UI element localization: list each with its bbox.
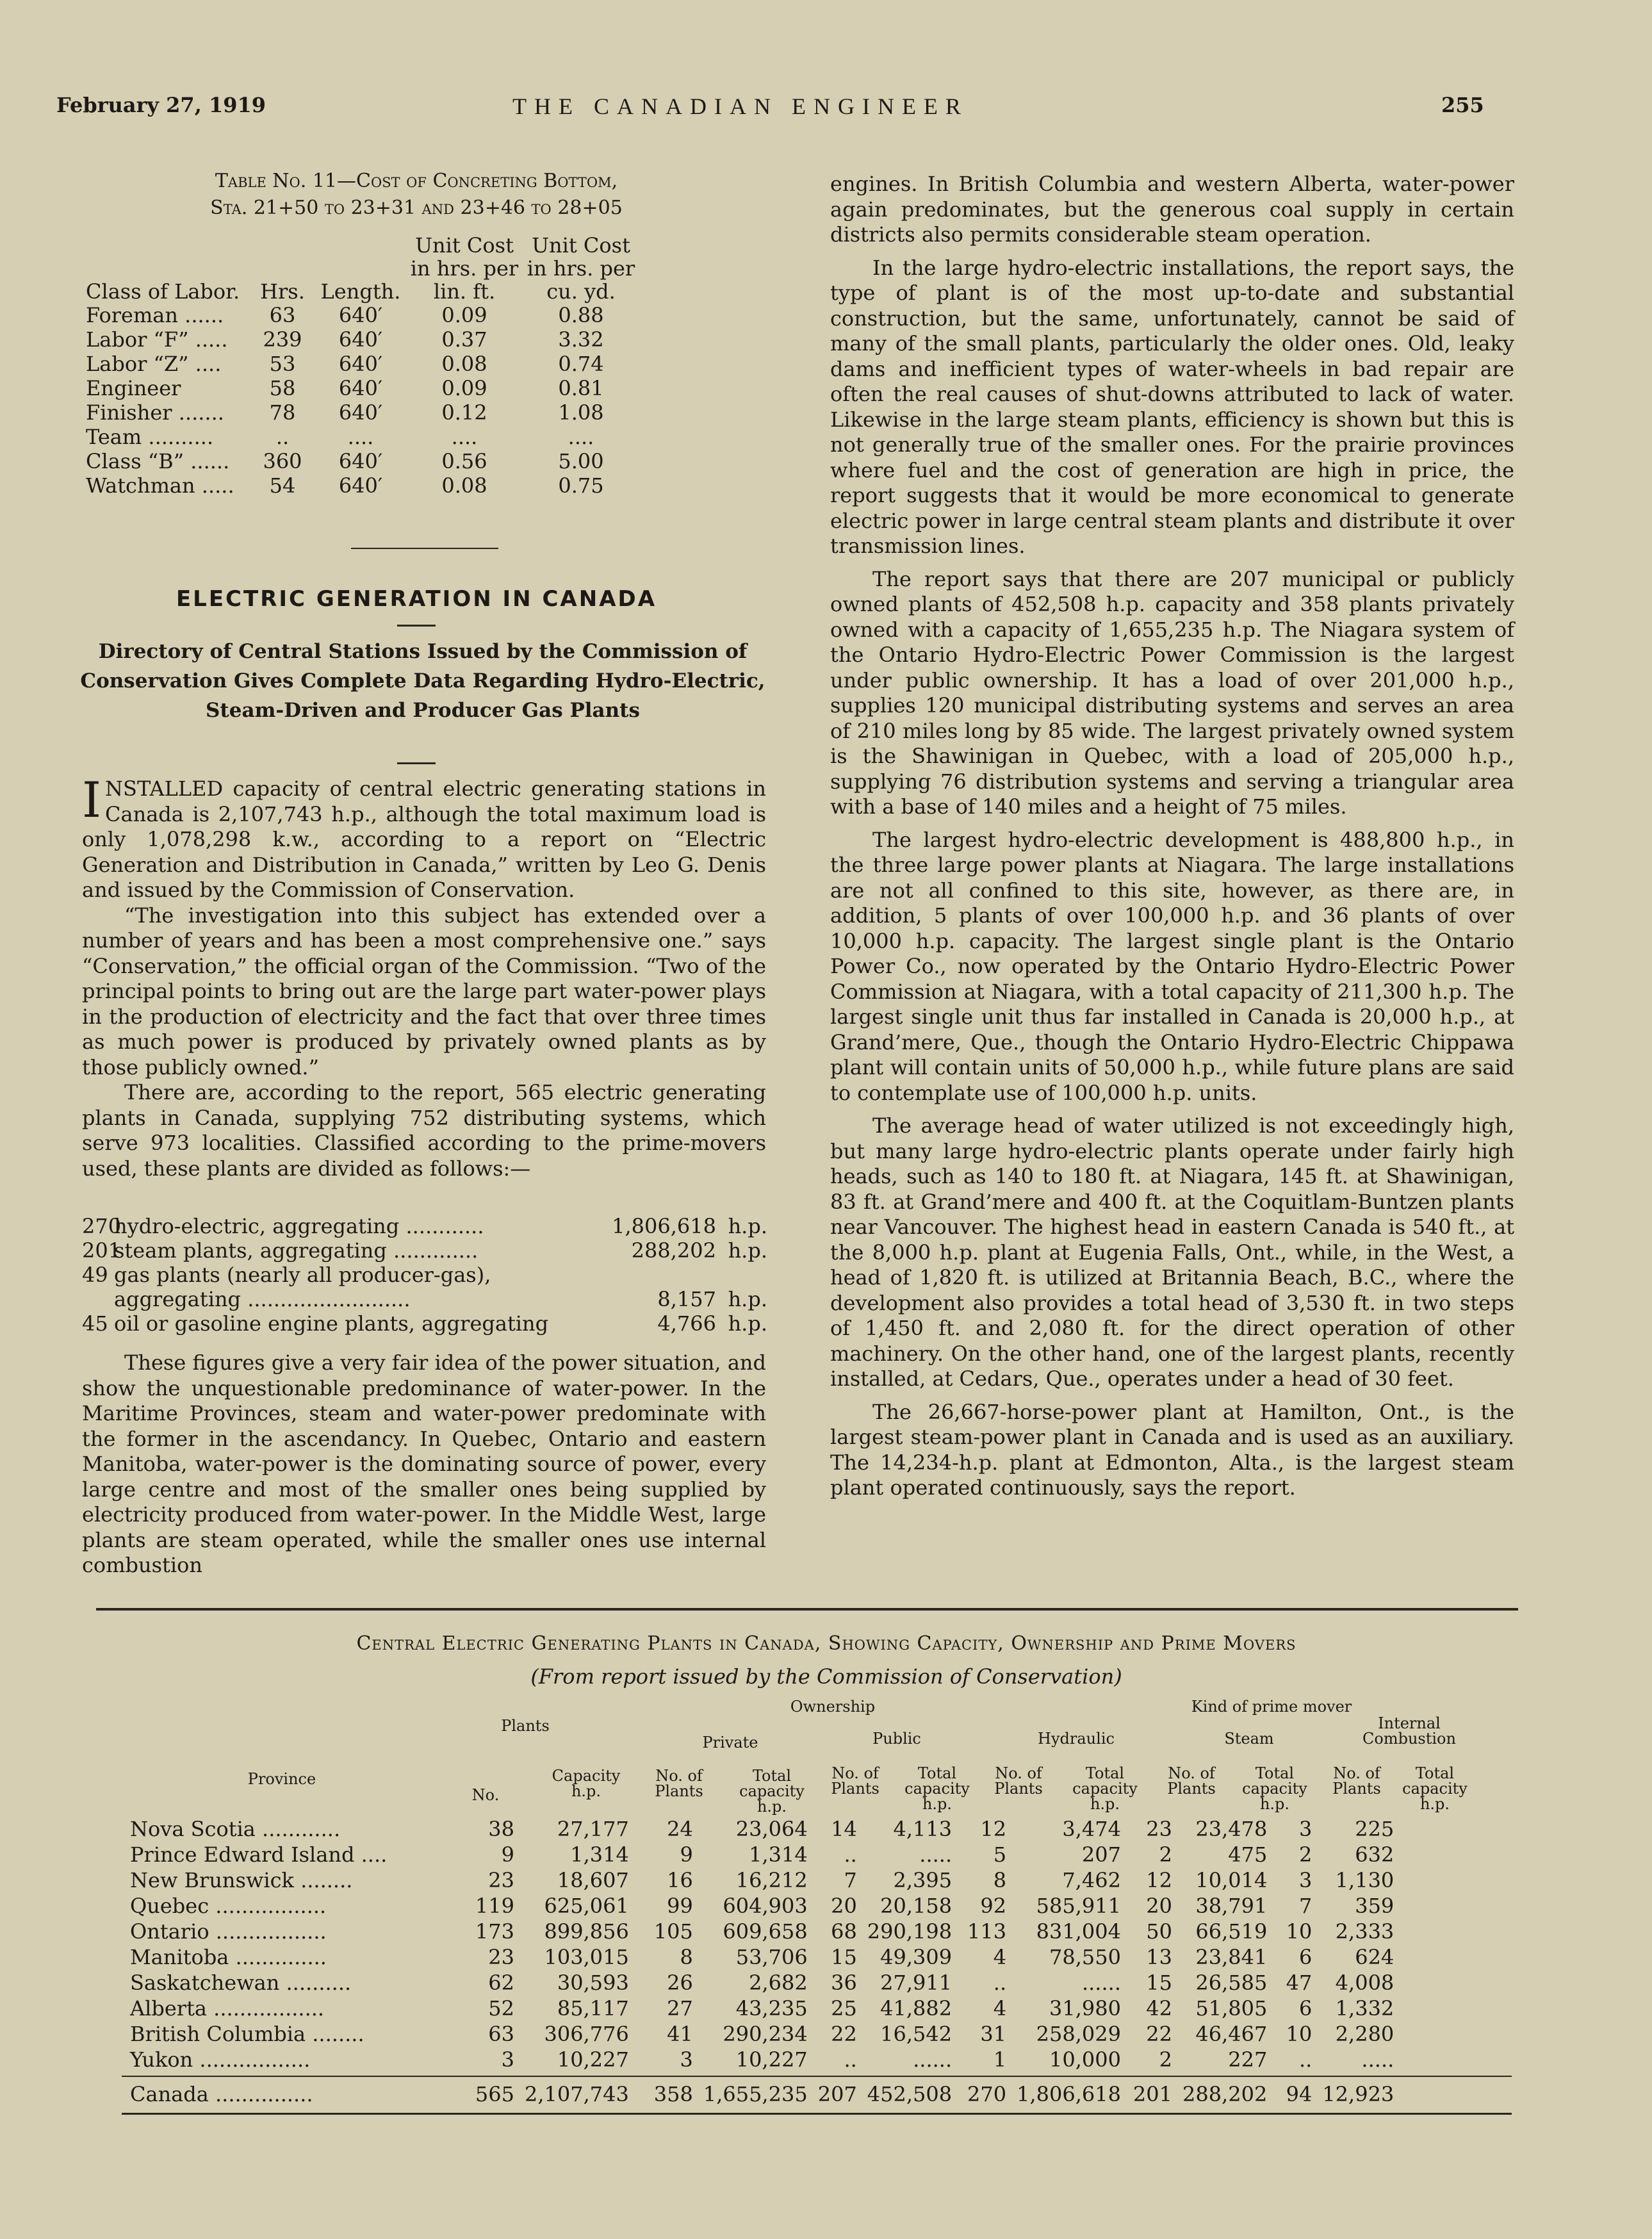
big-table-title: Central Electric Generating Plants in Canada, Showing Capacity, Ownership and Prime Movers [356,1632,1296,1655]
table11-row [82,449,639,473]
table-cell: 1,655,235 [703,2082,808,2106]
table-cell: 9 [501,1842,514,1867]
plant-list-v: 1,806,618 [612,1214,716,1238]
table-cell: 99 [667,1894,693,1918]
province-row [125,1996,1399,2021]
table-cell: 113 [967,1919,1007,1944]
paragraph-r5: The average head of water utilized is not exceedingly high, but many large hydro-electric plants operate under fairly high heads, such as 140 to 180 ft. at Niagara, 145 ft. at Shawinigan, 83 ft. at Grand’mere and 400 ft. at the Coquitlam-Buntzen plants near Vancouver. The highest head in eastern Canada is 540 ft., at the 8,000 h.p. plant at Eugenia Falls, Ont., while, in the West, a head of 1,820 ft. is utilized at Britannia Beach, B.C., where the development also provides a total head of 3,530 ft. in two steps of 1,450 ft. and 2,080 ft. for the direct operation of other machinery. On the other hand, one of the largest plants, recently installed, at Cedars, Que., operates under a head of 30 feet. [830,1113,1514,1391]
table-cell: ..... [919,1842,953,1867]
table11-cell: 640′ [338,400,383,425]
table-cell: 52 [488,1996,514,2021]
table-cell: 207 [817,2082,857,2106]
article-left-column-top [82,771,766,1181]
table-cell: 201 [1133,2082,1172,2106]
plant-list-n: 49 [82,1263,108,1287]
table-cell: .. [993,1971,1007,1995]
plant-list-t: aggregating ......................... [114,1287,411,1311]
h-capacity: Capacity h.p. [552,1767,621,1800]
table-cell: 6 [1298,1996,1313,2021]
table-cell: 585,911 [1036,1894,1121,1918]
table-cell: 15 [1146,1971,1172,1995]
table-cell: 609,658 [723,1919,808,1944]
table-cell: 3 [680,2047,693,2072]
h-noplants-internal: No. of Plants [1332,1764,1381,1798]
title-rule [397,625,436,627]
table11-cell: 640′ [338,376,383,400]
table-cell: 51,805 [1195,1996,1268,2021]
table-cell: 632 [1355,1842,1394,1867]
province-row [125,1944,1399,1970]
table-cell: 68 [831,1919,857,1944]
table-cell: 173 [475,1919,514,1944]
table11-cell: Labor “Z” .... [86,352,222,376]
table-cell: 624 [1355,1945,1394,1969]
h-noplants-steam: No. of Plants [1167,1764,1216,1798]
table11-row [82,303,639,327]
table-cell: 14 [831,1817,857,1841]
plant-list-item [82,1311,767,1336]
table-cell: 36 [831,1971,857,1995]
province-name: New Brunswick ........ [130,1868,353,1892]
table-cell: 10 [1286,1919,1313,1944]
table-cell: 23,064 [735,1817,808,1841]
table-cell: 10 [1286,2022,1313,2046]
table-cell: 2 [1159,2047,1172,2072]
table11 [82,234,639,498]
plant-list-item [82,1238,767,1263]
table11-cell: 3.32 [558,327,604,352]
table-cell: 207 [1081,1842,1121,1867]
plant-list-item [82,1214,767,1238]
plant-list-v: 4,766 [657,1311,716,1336]
table-cell: ..... [1361,2047,1394,2072]
province-name: Canada ............... [130,2082,313,2106]
table-cell: 92 [980,1894,1007,1918]
section-divider [351,548,498,549]
table-cell: .. [844,1842,857,1867]
table-cell: 27,177 [557,1817,629,1841]
table-cell: 12,923 [1322,2082,1394,2106]
province-row [125,1893,1399,1919]
table11-row [82,473,639,498]
table-cell: 4 [993,1945,1007,1969]
table11-cell: 1.08 [558,400,604,425]
table-cell: 26 [667,1971,693,1995]
table-cell: 3,474 [1062,1817,1121,1841]
table-cell: 8 [680,1945,693,1969]
table-cell: .. [844,2047,857,2072]
table-cell: 306,776 [544,2022,629,2046]
table-cell: 8 [993,1868,1007,1892]
table11-cell: 640′ [338,327,383,352]
province-row [125,2047,1399,2072]
h-totalcap-hydraulic: Total capacity h.p. [1072,1764,1138,1813]
h-totalcap-public: Total capacity h.p. [904,1764,970,1813]
province-name: British Columbia ........ [130,2022,364,2046]
table-cell: 7,462 [1062,1868,1121,1892]
table-cell: 20 [1146,1894,1172,1918]
table-cell: 1 [993,2047,1007,2072]
table-cell: 62 [488,1971,514,1995]
table-cell: 22 [831,2022,857,2046]
table-cell: 10,227 [735,2047,808,2072]
province-name: Manitoba .............. [130,1945,327,1969]
table11-cell: 0.09 [441,376,487,400]
table11-cell: 78 [269,400,296,425]
table-cell: 119 [475,1894,514,1918]
table11-cell: 0.08 [441,473,487,498]
total-rule [122,2076,1512,2077]
table11-cell: .... [568,425,594,449]
table11-cell: 0.88 [558,303,604,327]
plant-list [82,1214,767,1336]
table11-cell: Labor “F” ..... [86,327,228,352]
table-cell: ...... [1081,1971,1121,1995]
table-cell: 3 [1298,1817,1313,1841]
total-row [125,2072,1399,2107]
plant-list-n [82,1287,114,1311]
table11-title-line1: Table No. 11—Cost of Concreting Bottom, [215,170,618,192]
h-kind: Kind of prime mover [1191,1698,1352,1716]
table-cell: 30,593 [557,1971,629,1995]
table11-row [82,425,639,449]
table-cell: 2 [1298,1842,1313,1867]
table-cell: 10,014 [1195,1868,1268,1892]
province-name: Prince Edward Island .... [130,1842,388,1867]
table11-cell: 53 [269,352,296,376]
province-row [125,2021,1399,2047]
paragraph-4: These figures give a very fair idea of the power situation, and show the unquestionable predominance of water-power. In the Maritime Provinces, steam and water-power predominate with the former in the ascendancy. In Quebec, Ontario and eastern Manitoba, water-power is the dominating source of power, every large centre and most of the smaller ones being supplied by electricity produced from water-power. In the Middle West, large plants are steam operated, while the smaller ones use internal combustion [82,1350,766,1577]
province-row [125,1816,1399,1842]
table-cell: 27,911 [880,1971,953,1995]
table-cell: 1,314 [570,1842,629,1867]
table-cell: 103,015 [544,1945,629,1969]
h-totalcap-steam: Total capacity h.p. [1242,1764,1307,1813]
paragraph-r3: The report says that there are 207 municipal or publicly owned plants of 452,508 h.p. capacity and 358 plants privately owned with a capacity of 1,655,235 h.p. The Niagara system of the Ontario Hydro-Electric Power Commission is the largest under public ownership. It has a load of over 201,000 h.p., supplies 120 municipal distributing systems and serves an area of 210 miles long by 85 wide. The largest privately owned system is the Shawinigan in Quebec, with a load of 205,000 h.p., supplying 76 distribution systems and serving a triangular area with a base of 140 miles and a height of 75 miles. [830,566,1514,819]
table-cell: 12 [1146,1868,1172,1892]
t11-h-class: Class of Labor. [86,279,240,304]
province-row [125,1867,1399,1893]
paragraph-r2: In the large hydro-electric installations, the report says, the type of plant is of the most up-to-date and substantial construction, but the same, unfortunately, cannot be said of many of the small plants, particularly the older ones. Old, leaky dams and inefficient types of water-wheels in bad repair are often the real causes of shut-downs attributed to lack of water. Likewise in the large steam plants, efficiency is shown but this is not generally true of the smaller ones. For the prairie provinces where fuel and the cost of generation are high in price, the report suggests that it would be more economical to generate electric power in large central steam plants and distribute it over transmission lines. [830,255,1514,558]
table-cell: 359 [1355,1894,1394,1918]
table11-cell: .... [451,425,478,449]
table-cell: 475 [1228,1842,1268,1867]
table11-cell: 5.00 [558,449,604,473]
table-cell: 63 [488,2022,514,2046]
plant-list-t: gas plants (nearly all producer-gas), [114,1263,491,1287]
h-plants: Plants [501,1717,550,1735]
t11-h-length: Length. [320,279,401,304]
table-cell: 53,706 [735,1945,808,1969]
table-cell: 38 [488,1817,514,1841]
big-table-subtitle: (From report issued by the Commission of Conservation) [530,1664,1122,1689]
table-cell: 94 [1286,2082,1313,2106]
h-public: Public [872,1730,921,1748]
table-cell: 50 [1146,1919,1172,1944]
table-cell: 2,280 [1335,2022,1394,2046]
table-cell: 358 [653,2082,693,2106]
table11-cell: .... [347,425,374,449]
province-name: Nova Scotia ............ [130,1817,341,1841]
table-cell: 13 [1146,1945,1172,1969]
plant-list-item [82,1287,767,1311]
t11-h-hrs: Hrs. [260,279,305,304]
plant-list-n: 45 [82,1311,108,1336]
table11-cell: 0.12 [441,400,487,425]
province-row [125,1970,1399,1996]
journal-title: THE CANADIAN ENGINEER [512,94,969,119]
h-noplants-hydraulic: No. of Plants [994,1764,1043,1798]
article-left-column-bottom [82,1350,766,1579]
paragraph-1: NSTALLED capacity of central electric generating stations in Canada is 2,107,743 h.p., although the total maximum load is only 1,078,298 k.w., according to a report on “Electric Generation and Distribution in Canada,” written by Leo G. Denis and issued by the Commission of Conservation. [82,776,766,902]
table11-cell: 0.81 [558,376,604,400]
table-cell: 2,395 [893,1868,953,1892]
table11-cell: 58 [269,376,296,400]
table-cell: 270 [967,2082,1007,2106]
plant-list-u: h.p. [728,1287,767,1311]
table-cell: 23,478 [1195,1817,1268,1841]
page-number: 255 [1441,93,1484,117]
table-cell: 4 [993,1996,1007,2021]
t11-h-unit-cu: Unit Cost in hrs. per cu. yd. [527,233,635,304]
table-cell: 46,467 [1195,2022,1268,2046]
table11-cell: 0.74 [558,352,604,376]
table-cell: 1,130 [1335,1868,1394,1892]
province-row [125,1919,1399,1944]
table-cell: 2,682 [749,1971,808,1995]
table-cell: 23 [488,1945,514,1969]
table-cell: 2 [1159,1842,1172,1867]
table-cell: 66,519 [1195,1919,1268,1944]
table-cell: 23 [488,1868,514,1892]
table-cell: 258,029 [1036,2022,1121,2046]
table-cell: 290,234 [723,2022,808,2046]
table-cell: 9 [680,1842,693,1867]
province-name: Saskatchewan .......... [130,1971,352,1995]
plant-list-t: hydro-electric, aggregating ............ [114,1214,484,1238]
table11-cell: 0.75 [558,473,604,498]
table-cell: 42 [1146,1996,1172,2021]
table11-cell: 360 [263,449,302,473]
table-cell: 27 [667,1996,693,2021]
table11-cell: 0.08 [441,352,487,376]
table-cell: 49,309 [880,1945,953,1969]
province-name: Alberta ................. [130,1996,325,2021]
big-table [125,1816,1399,2107]
article-subtitle: Directory of Central Stations Issued by the Commission of Conservation Gives Complete Data Regarding Hydro-Electric, Steam-Driven and Producer Gas Plants [80,640,765,722]
table-cell: 227 [1228,2047,1268,2072]
table-cell: 23 [1146,1817,1172,1841]
table-cell: 625,061 [544,1894,629,1918]
table-cell: 565 [475,2082,514,2106]
table-cell: .. [1298,2047,1313,2072]
table11-cell: Watchman ..... [86,473,234,498]
table-cell: 7 [844,1868,857,1892]
table-cell: 1,332 [1335,1996,1394,2021]
table-cell: 78,550 [1049,1945,1121,1969]
table-cell: 288,202 [1182,2082,1268,2106]
plant-list-t: oil or gasoline engine plants, aggregating [114,1311,549,1336]
table-cell: 31 [980,2022,1007,2046]
article-right-column [830,172,1514,1501]
plant-list-v: 288,202 [631,1238,716,1263]
issue-date: February 27, 1919 [56,93,266,117]
table11-cell: 54 [269,473,296,498]
paragraph-r1: engines. In British Columbia and western Alberta, water-power again predominates, but the generous coal supply in certain districts also permits considerable steam operation. [830,172,1514,247]
h-noplants-public: No. of Plants [831,1764,879,1798]
plant-list-v: 8,157 [657,1287,716,1311]
paragraph-r6: The 26,667-horse-power plant at Hamilton, Ont., is the largest steam-power plant in Canada and is used as an auxiliary. The 14,234-h.p. plant at Edmonton, Alta., is the largest steam plant operated continuously, says the report. [830,1399,1514,1500]
table11-cell: 640′ [338,449,383,473]
table-cell: 3 [501,2047,514,2072]
table-cell: 16,212 [735,1868,808,1892]
t11-h-unit-lin: Unit Cost in hrs. per lin. ft. [410,233,519,304]
table11-cell: Team .......... [86,425,214,449]
plant-list-u: h.p. [728,1311,767,1336]
table-cell: ...... [913,2047,953,2072]
subtitle-rule [397,762,436,764]
table11-cell: 640′ [338,303,383,327]
table11-cell: 640′ [338,352,383,376]
table11-cell: 0.37 [441,327,487,352]
table-cell: 12 [980,1817,1007,1841]
plant-list-v [601,1263,716,1287]
plant-list-u: h.p. [728,1214,767,1238]
table-cell: 6 [1298,1945,1313,1969]
province-name: Yukon ................. [130,2047,311,2072]
table-cell: 899,856 [544,1919,629,1944]
table11-cell: 640′ [338,473,383,498]
table11-cell: Class “B” ...... [86,449,230,473]
table-cell: 16 [667,1868,693,1892]
table-cell: 290,198 [867,1919,953,1944]
table-cell: 38,791 [1195,1894,1268,1918]
plant-list-t: steam plants, aggregating ............. [114,1238,478,1263]
h-province: Province [247,1770,316,1788]
h-hydraulic: Hydraulic [1038,1730,1115,1748]
table-cell: 1,806,618 [1017,2082,1121,2106]
article-title: ELECTRIC GENERATION IN CANADA [176,586,657,612]
table-cell: 105 [653,1919,693,1944]
table-cell: 25 [831,1996,857,2021]
table-cell: 5 [993,1842,1007,1867]
table-cell: 452,508 [867,2082,953,2106]
table-cell: 26,585 [1195,1971,1268,1995]
h-ownership: Ownership [790,1698,876,1716]
table11-row [82,376,639,400]
table-cell: 831,004 [1036,1919,1121,1944]
h-totalcap-internal: Total capacity h.p. [1402,1764,1468,1813]
table-cell: 4,113 [893,1817,953,1841]
plant-list-item [82,1263,767,1287]
table11-row [82,352,639,376]
table-cell: 47 [1286,1971,1313,1995]
table-cell: 43,235 [735,1996,808,2021]
table11-title-line2: Sta. 21+50 to 23+31 and 23+46 to 28+05 [210,197,623,219]
table-cell: 41 [667,2022,693,2046]
plant-list-n: 201 [82,1238,122,1263]
table-cell: 2,333 [1335,1919,1394,1944]
table-cell: 3 [1298,1868,1313,1892]
h-steam: Steam [1224,1730,1274,1748]
plant-list-n: 270 [82,1214,122,1238]
paragraph-3: There are, according to the report, 565 electric generating plants in Canada, supplying 752 distributing systems, which serve 973 localities. Classified according to the prime-movers used, these plants are divided as follows:— [82,1080,766,1181]
table-cell: 23,841 [1195,1945,1268,1969]
table-cell: 85,117 [557,1996,629,2021]
table-cell: 20 [831,1894,857,1918]
table-cell: 604,903 [723,1894,808,1918]
paragraph-r4: The largest hydro-electric development is 488,800 h.p., in the three large power plants at Niagara. The large installations are not all confined to this site, however, as there are, in addition, 5 plants of over 100,000 h.p. and 36 plants of over 10,000 h.p. capacity. The largest single plant is the Ontario Power Co., now operated by the Ontario Hydro-Electric Power Commission at Niagara, with a total capacity of 211,300 h.p. The largest single unit thus far installed in Canada is 20,000 h.p., at Grand’mere, Que., though the Ontario Hydro-Electric Chippawa plant will contain units of 50,000 h.p., while future plans are said to contemplate use of 100,000 h.p. units. [830,827,1514,1105]
dropcap: I [82,771,102,828]
table-top-rule [96,1608,1518,1611]
paragraph-2: “The investigation into this subject has extended over a number of years and has been a most comprehensive one.” says “Conservation,” the official organ of the Commission. “Two of the principal points to bring out are the large part water-power plays in the production of electricity and the fact that over three times as much power is produced by privately owned plants as by those publicly owned.” [82,903,766,1079]
province-name: Ontario ................. [130,1919,327,1944]
table11-cell: 0.09 [441,303,487,327]
province-name: Quebec ................. [130,1894,327,1918]
table-cell: 225 [1355,1817,1394,1841]
table11-cell: 0.56 [441,449,487,473]
table-cell: 24 [667,1817,693,1841]
table-cell: 20,158 [880,1894,953,1918]
table-cell: 15 [831,1945,857,1969]
table-cell: 41,882 [880,1996,953,2021]
table-cell: 22 [1146,2022,1172,2046]
plant-list-u [716,1263,767,1287]
table-cell: 31,980 [1049,1996,1121,2021]
table-cell: 2,107,743 [525,2082,629,2106]
table-cell: 7 [1298,1894,1313,1918]
table11-cell: Engineer [86,376,181,400]
table-cell: 10,227 [557,2047,629,2072]
table-cell: 1,314 [749,1842,808,1867]
table-cell: 4,008 [1335,1971,1394,1995]
table11-cell: Finisher ....... [86,400,224,425]
table11-cell: 63 [269,303,296,327]
table11-cell: .. [275,425,290,449]
table-cell: 18,607 [557,1868,629,1892]
table11-cell: Foreman ...... [86,303,224,327]
table-cell: 10,000 [1049,2047,1121,2072]
h-private: Private [702,1734,758,1751]
table11-row [82,327,639,352]
table11-cell: 239 [263,327,302,352]
province-row [125,1842,1399,1867]
h-noplants-private: No. of Plants [655,1767,703,1800]
table-cell: 16,542 [880,2022,953,2046]
plant-list-u: h.p. [728,1238,767,1263]
h-no: No. [471,1786,500,1804]
table11-row [82,400,639,425]
table-bottom-rule [122,2113,1512,2115]
h-totalcap-private: Total capacity h.p. [739,1767,805,1816]
h-internal: Internal Combustion [1362,1714,1456,1748]
